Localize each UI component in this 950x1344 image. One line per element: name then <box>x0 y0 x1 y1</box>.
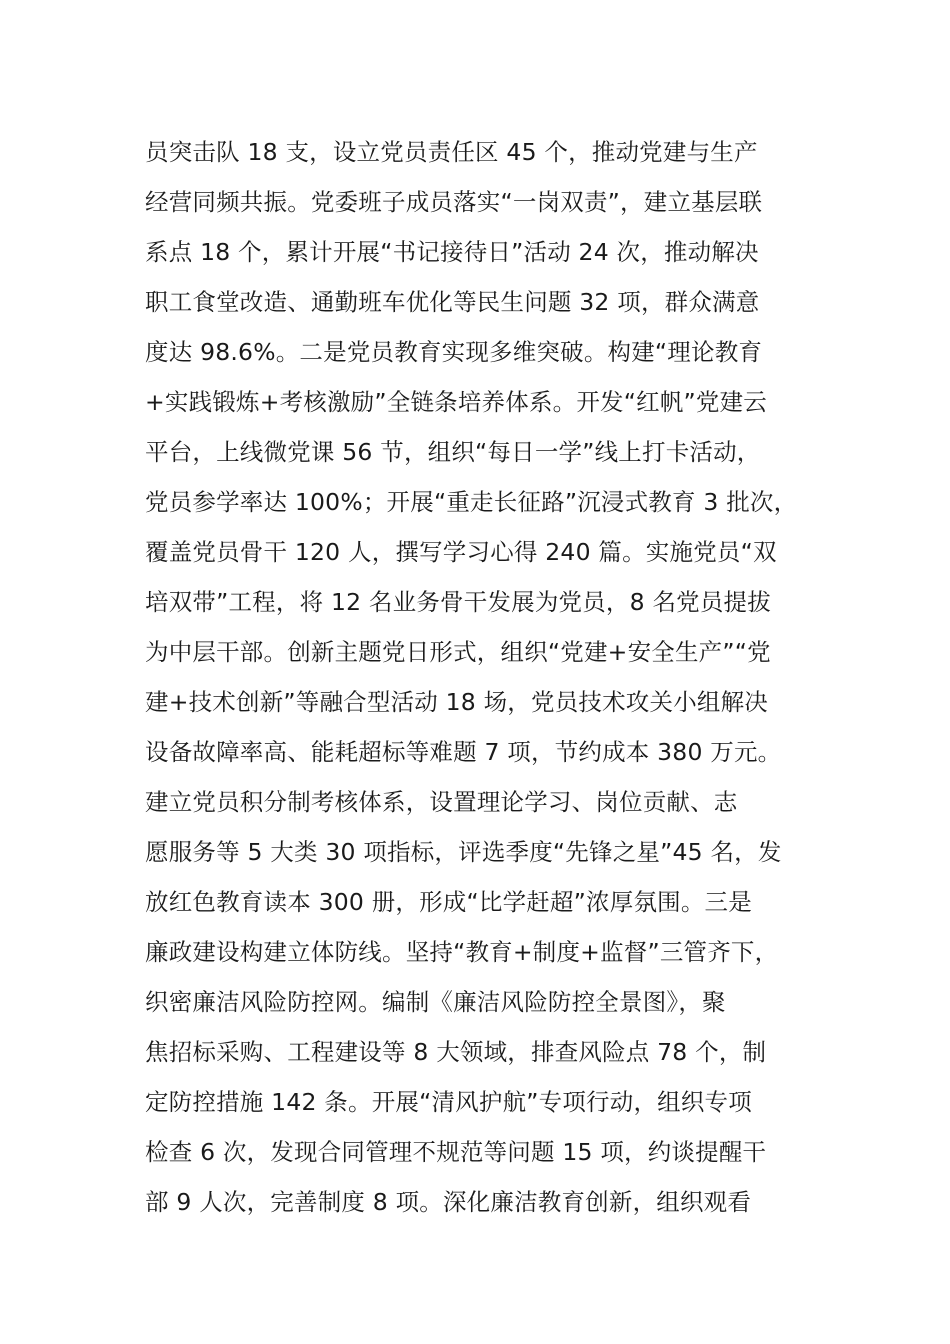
text-line: 焦招标采购、工程建设等 8 大领域，排查风险点 78 个，制 <box>145 1038 767 1066</box>
text-line: 愿服务等 5 大类 30 项指标，评选季度“先锋之星”45 名，发 <box>145 838 782 866</box>
text-line: 放红色教育读本 300 册，形成“比学赶超”浓厚氛围。三是 <box>145 888 752 916</box>
text-line: 职工食堂改造、通勤班车优化等民生问题 32 项，群众满意 <box>145 288 760 316</box>
text-line: 覆盖党员骨干 120 人，撰写学习心得 240 篇。实施党员“双 <box>145 538 777 566</box>
text-line: 党员参学率达 100%；开展“重走长征路”沉浸式教育 3 批次， <box>145 488 798 516</box>
body-text <box>145 127 845 1227</box>
text-line: 度达 98.6%。二是党员教育实现多维突破。构建“理论教育 <box>145 338 763 366</box>
text-line: 培双带”工程，将 12 名业务骨干发展为党员，8 名党员提拔 <box>145 588 771 616</box>
text-line: 建立党员积分制考核体系，设置理论学习、岗位贡献、志 <box>145 788 738 816</box>
text-line: 廉政建设构建立体防线。坚持“教育+制度+监督”三管齐下， <box>145 938 779 966</box>
text-line: 员突击队 18 支，设立党员责任区 45 个，推动党建与生产 <box>145 138 758 166</box>
text-line: 设备故障率高、能耗超标等难题 7 项，节约成本 380 万元。 <box>145 738 782 766</box>
text-line: 为中层干部。创新主题党日形式，组织“党建+安全生产”“党 <box>145 638 771 666</box>
text-line: 系点 18 个，累计开展“书记接待日”活动 24 次，推动解决 <box>145 238 759 266</box>
text-line: 建+技术创新”等融合型活动 18 场，党员技术攻关小组解决 <box>145 688 769 716</box>
text-line: 定防控措施 142 条。开展“清风护航”专项行动，组织专项 <box>145 1088 752 1116</box>
text-line: 经营同频共振。党委班子成员落实“一岗双责”，建立基层联 <box>145 188 763 216</box>
text-line: +实践锻炼+考核激励”全链条培养体系。开发“红帆”党建云 <box>145 388 768 416</box>
text-line: 平台，上线微党课 56 节，组织“每日一学”线上打卡活动， <box>145 438 761 466</box>
text-line: 检查 6 次，发现合同管理不规范等问题 15 项，约谈提醒干 <box>145 1138 767 1166</box>
text-line: 部 9 人次，完善制度 8 项。深化廉洁教育创新，组织观看 <box>145 1188 752 1216</box>
text-line: 织密廉洁风险防控网。编制《廉洁风险防控全景图》，聚 <box>145 988 726 1016</box>
